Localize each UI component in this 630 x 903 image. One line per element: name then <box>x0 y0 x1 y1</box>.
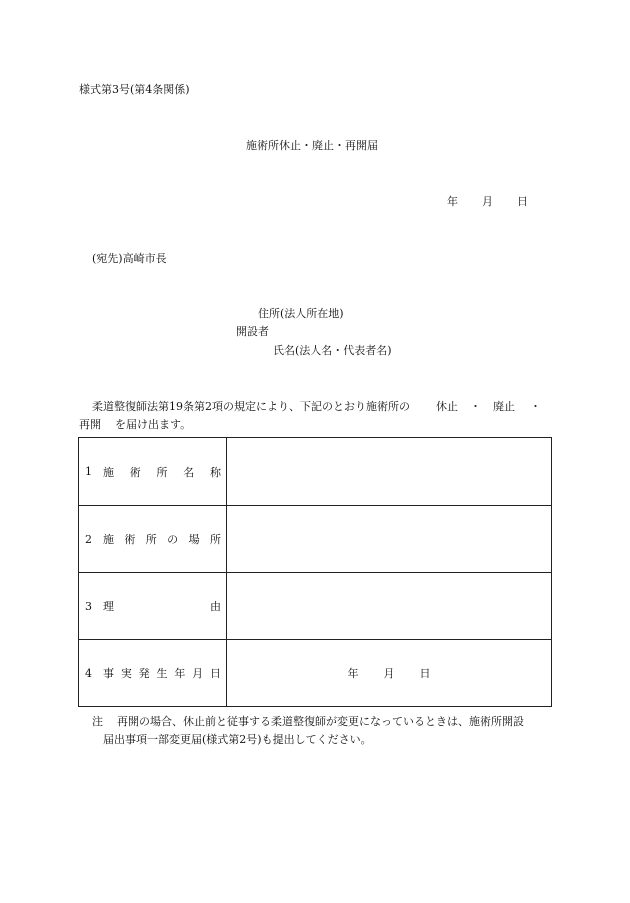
label-char: 所 <box>156 465 168 479</box>
label-char: 月 <box>192 667 204 680</box>
form-table <box>78 437 552 707</box>
label-char: 日 <box>209 667 221 680</box>
label-char: 事 <box>103 667 114 680</box>
page-title: 施術所休止・廃止・再開届 <box>246 139 378 152</box>
row-label <box>85 438 221 505</box>
reason-field[interactable] <box>227 573 551 639</box>
option-separator: ・ <box>530 400 541 413</box>
table-row <box>79 505 551 572</box>
applicant-role-label: 開設者 <box>236 325 269 338</box>
date-year: 年 <box>447 195 458 208</box>
label-char: 理 <box>103 600 114 613</box>
body-line1: 柔道整復師法第19条第2項の規定により、下記のとおり施術所の <box>92 400 410 413</box>
note-line2: 届出事項一部変更届(様式第2号)も提出してください。 <box>103 733 372 746</box>
option-separator: ・ <box>470 400 481 413</box>
addressee: (宛先)高崎市長 <box>92 252 167 265</box>
row-number: 3 <box>85 599 92 613</box>
label-char: の <box>167 533 179 546</box>
event-date-field[interactable] <box>227 640 551 706</box>
option-abolish: 廃止 <box>493 400 515 413</box>
table-row <box>79 438 551 505</box>
name-label: 氏名(法人名・代表者名) <box>273 344 392 357</box>
body-line2-end: を届け出ます。 <box>115 418 192 431</box>
label-char: 術 <box>129 465 141 479</box>
address-label: 住所(法人所在地) <box>258 307 344 320</box>
row-label <box>85 506 221 572</box>
label-char: 名 <box>183 465 195 479</box>
row-label <box>85 573 221 639</box>
label-char: 称 <box>210 465 221 479</box>
label-char: 術 <box>124 533 136 546</box>
label-char: 所 <box>145 533 157 546</box>
label-char: 年 <box>174 667 186 680</box>
row-label <box>85 640 221 706</box>
event-date-month: 月 <box>383 667 395 680</box>
row-number: 1 <box>85 465 92 478</box>
label-char: 由 <box>210 600 221 613</box>
row-number: 2 <box>85 532 92 546</box>
note-label: 注 <box>92 715 103 728</box>
facility-name-field[interactable] <box>227 438 551 505</box>
label-char: 施 <box>103 533 114 546</box>
table-row <box>79 572 551 639</box>
form-number: 様式第3号(第4条関係) <box>79 83 190 96</box>
label-char: 施 <box>103 465 114 479</box>
date-day: 日 <box>517 195 528 208</box>
label-char: 実 <box>120 667 132 680</box>
note-line1: 再開の場合、休止前と従事する柔道整復師が変更になっているときは、施術所開設 <box>117 715 524 728</box>
label-char: 発 <box>138 667 150 680</box>
row-number: 4 <box>85 666 92 680</box>
label-char: 場 <box>188 533 200 546</box>
option-reopen: 再開 <box>79 418 101 431</box>
label-char: 所 <box>209 533 221 546</box>
facility-location-field[interactable] <box>227 506 551 572</box>
label-char: 生 <box>156 667 168 680</box>
event-date-year: 年 <box>347 667 359 680</box>
option-suspend: 休止 <box>436 400 458 413</box>
table-row <box>79 639 551 706</box>
date-month: 月 <box>482 195 493 208</box>
event-date-day: 日 <box>419 667 431 680</box>
